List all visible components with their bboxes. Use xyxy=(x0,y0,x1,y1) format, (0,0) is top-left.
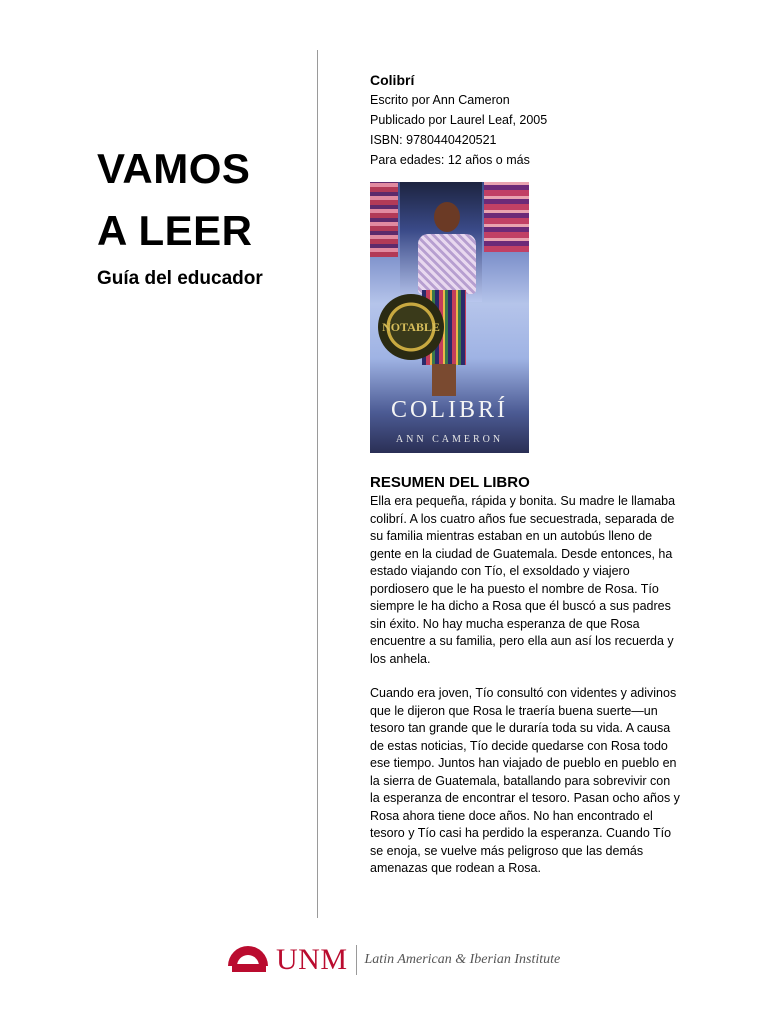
unm-logo-icon xyxy=(228,944,270,976)
footer-branding xyxy=(228,942,560,978)
cover-textile-left xyxy=(370,182,398,257)
cover-girl-legs xyxy=(432,364,456,396)
footer-separator xyxy=(356,945,357,975)
vertical-divider xyxy=(317,50,318,918)
book-author: Escrito por Ann Cameron xyxy=(370,93,510,107)
cover-girl-blouse xyxy=(418,234,476,294)
notable-seal: NOTABLE xyxy=(378,294,444,360)
book-cover-image xyxy=(370,182,529,453)
book-title: Colibrí xyxy=(370,72,415,88)
cover-author: ANN CAMERON xyxy=(395,434,504,445)
institute-name: Latin American & Iberian Institute xyxy=(364,952,561,967)
book-publisher: Publicado por Laurel Leaf, 2005 xyxy=(370,113,548,127)
unm-logo-text: UNM xyxy=(276,943,348,976)
cover-textile-right xyxy=(484,182,529,252)
main-title-line1: VAMOS xyxy=(97,145,251,192)
book-isbn: ISBN: 9780440420521 xyxy=(370,133,497,147)
summary-paragraph: Ella era pequeña, rápida y bonita. Su madre le llamaba colibrí. A los cuatro años fue secuestrada, separada de su familia mientras estaban en un autobús lleno de gente en la ciudad de Guatemala. Desde entonces, ha estado viajando con Tío, el exsoldado y viajero pordiosero que le ha puesto el nombre de Rosa. Tío siempre le ha dicho a Rosa que él buscó a sus padres sin éxito. No hay mucha esperanza de que Rosa encuentre a su familia, pero ella aun así los recuerda y los anhela. xyxy=(370,494,676,666)
title-block xyxy=(97,138,307,290)
summary-heading: RESUMEN DEL LIBRO xyxy=(370,474,530,491)
subtitle: Guía del educador xyxy=(97,268,263,289)
cover-girl-head xyxy=(434,202,460,232)
summary-paragraph: Cuando era joven, Tío consultó con videntes y adivinos que le dijeron que Rosa le traería buena suerte—un tesoro tan grande que le duraría toda su vida. A causa de estas noticias, Tío decide quedarse con Rosa todo ese tiempo. Juntos han viajado de pueblo en pueblo en la sierra de Guatemala, batallando para sobrevivir con la esperanza de encontrar el tesoro. Pasan ocho años y Rosa ahora tiene doce años. No han encontrado el tesoro y Tío casi ha perdido la esperanza. Cuando Tío se enoja, se vuelve más peligroso que las demás amenazas que rodean a Rosa. xyxy=(370,686,680,875)
cover-title: COLIBRÍ xyxy=(391,397,508,423)
book-info-column xyxy=(370,70,680,878)
book-ages: Para edades: 12 años o más xyxy=(370,153,530,167)
main-title-line2: A LEER xyxy=(97,207,253,254)
